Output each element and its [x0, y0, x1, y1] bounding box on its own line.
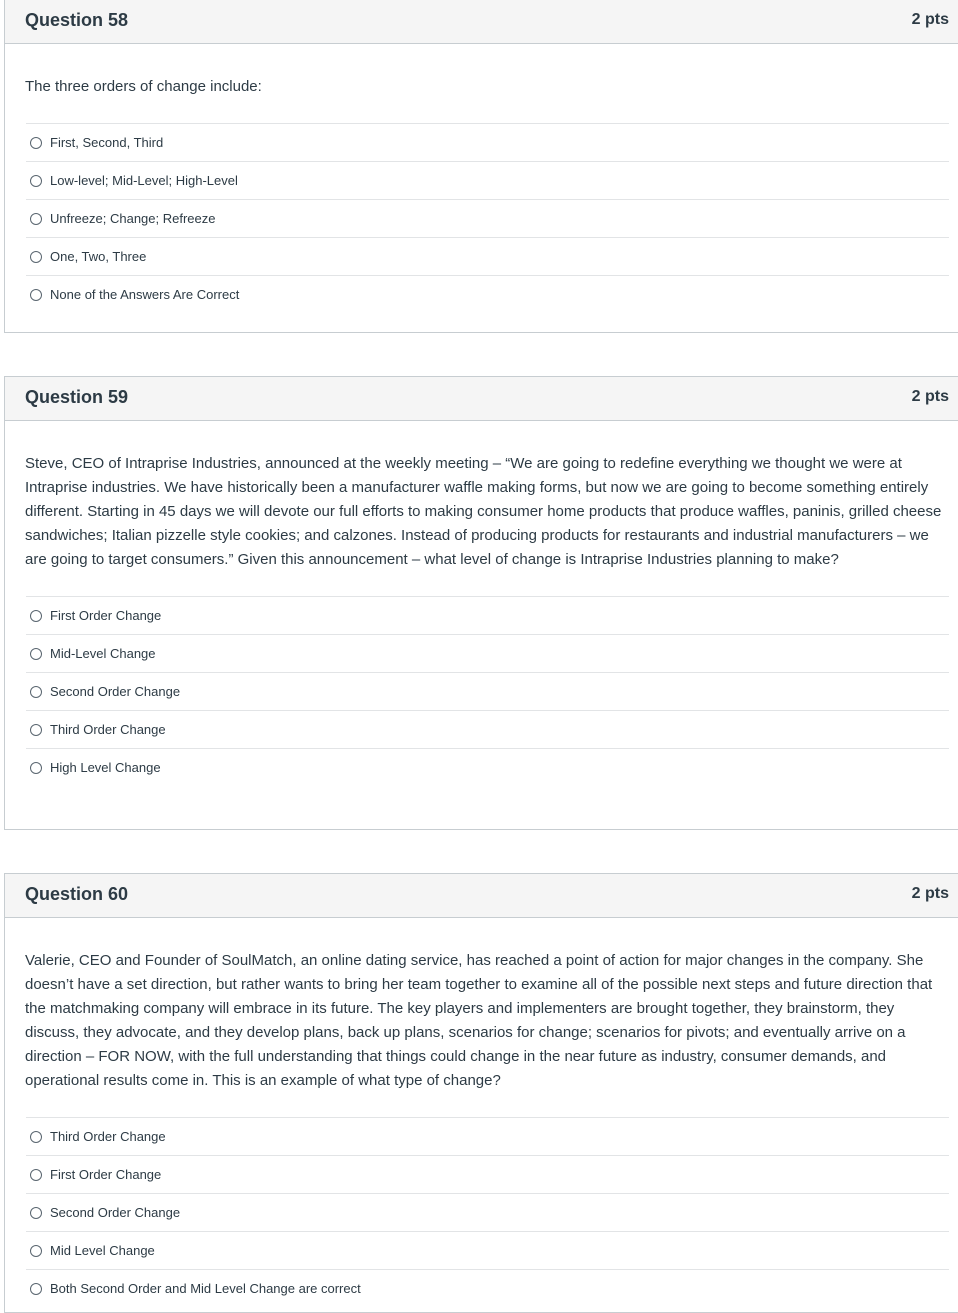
answer-label: One, Two, Three: [50, 249, 147, 264]
answer-label: Third Order Change: [50, 1129, 166, 1144]
question-points: 2 pts: [911, 885, 949, 902]
answer-option[interactable]: [26, 634, 949, 672]
radio-button[interactable]: [30, 686, 42, 698]
question-points: 2 pts: [911, 388, 949, 405]
question-text: Steve, CEO of Intraprise Industries, announced at the weekly meeting – “We are going to redefine everything we thought we were at Intraprise industries. We have historically been a manufacturer waffle making forms, but now we are going to become something entirely different. Starting in 45 days we will devote our full efforts to making consumer home products that produce waffles, paninis, grilled cheese sandwiches; Italian pizzelle style cookies; and calzones. Instead of producing products for restaurants and industrial manufacturers – we are going to target consumers.” Given this announcement – what level of change is Intraprise Industries planning to make?: [25, 455, 942, 568]
radio-button[interactable]: [30, 1283, 42, 1295]
radio-button[interactable]: [30, 289, 42, 301]
answer-option[interactable]: [26, 1117, 949, 1155]
answer-label: Unfreeze; Change; Refreeze: [50, 211, 216, 226]
answer-option[interactable]: [26, 710, 949, 748]
answer-label: High Level Change: [50, 760, 161, 775]
question-59-card: [4, 376, 958, 830]
answer-label: Low-level; Mid-Level; High-Level: [50, 173, 238, 188]
answer-label: Third Order Change: [50, 722, 166, 737]
answer-option[interactable]: [26, 161, 949, 199]
radio-button[interactable]: [30, 213, 42, 225]
question-title: Question 59: [25, 387, 129, 407]
answer-option[interactable]: [26, 596, 949, 634]
answer-option[interactable]: [26, 275, 949, 313]
answer-label: Both Second Order and Mid Level Change are correct: [50, 1281, 361, 1296]
answer-option[interactable]: [26, 1231, 949, 1269]
answer-option[interactable]: [26, 1155, 949, 1193]
answer-label: Mid Level Change: [50, 1243, 155, 1258]
answer-label: First, Second, Third: [50, 135, 164, 150]
radio-button[interactable]: [30, 137, 42, 149]
radio-button[interactable]: [30, 610, 42, 622]
question-text: Valerie, CEO and Founder of SoulMatch, an online dating service, has reached a point of action for major changes in the company. She doesn’t have a set direction, but rather wants to bring her team together to examine all of the possible next steps and future direction that the matchmaking company will embrace in its future. The key players and implementers are brought together, they brainstorm, they discuss, they advocate, and they develop plans, back up plans, scenarios for change; scenarios for pivots; and eventually arrive on a direction – FOR NOW, with the full understanding that things could change in the near future as industry, consumer demands, and operational results come in. This is an example of what type of change?: [25, 952, 933, 1089]
radio-button[interactable]: [30, 1207, 42, 1219]
radio-button[interactable]: [30, 1169, 42, 1181]
radio-button[interactable]: [30, 175, 42, 187]
answer-label: Second Order Change: [50, 684, 181, 699]
answer-option[interactable]: [26, 672, 949, 710]
question-title: Question 58: [25, 10, 129, 30]
radio-button[interactable]: [30, 724, 42, 736]
radio-button[interactable]: [30, 648, 42, 660]
question-58-card: [4, 0, 958, 333]
answer-list: [26, 596, 949, 786]
question-points: 2 pts: [911, 11, 949, 28]
answer-label: None of the Answers Are Correct: [50, 287, 240, 302]
answer-option[interactable]: [26, 748, 949, 786]
answer-option[interactable]: [26, 199, 949, 237]
radio-button[interactable]: [30, 1245, 42, 1257]
answer-list: [26, 1117, 949, 1307]
answer-label: Second Order Change: [50, 1205, 181, 1220]
answer-list: [26, 123, 949, 313]
radio-button[interactable]: [30, 1131, 42, 1143]
answer-label: First Order Change: [50, 608, 162, 623]
radio-button[interactable]: [30, 762, 42, 774]
answer-label: First Order Change: [50, 1167, 162, 1182]
question-header: [5, 0, 958, 44]
question-title: Question 60: [25, 884, 129, 904]
answer-option[interactable]: [26, 123, 949, 161]
answer-option[interactable]: [26, 1193, 949, 1231]
question-60-card: [4, 873, 958, 1313]
answer-label: Mid-Level Change: [50, 646, 156, 661]
question-header: [5, 377, 958, 421]
answer-option[interactable]: [26, 1269, 949, 1307]
question-text: The three orders of change include:: [25, 78, 262, 95]
answer-option[interactable]: [26, 237, 949, 275]
question-header: [5, 874, 958, 918]
radio-button[interactable]: [30, 251, 42, 263]
